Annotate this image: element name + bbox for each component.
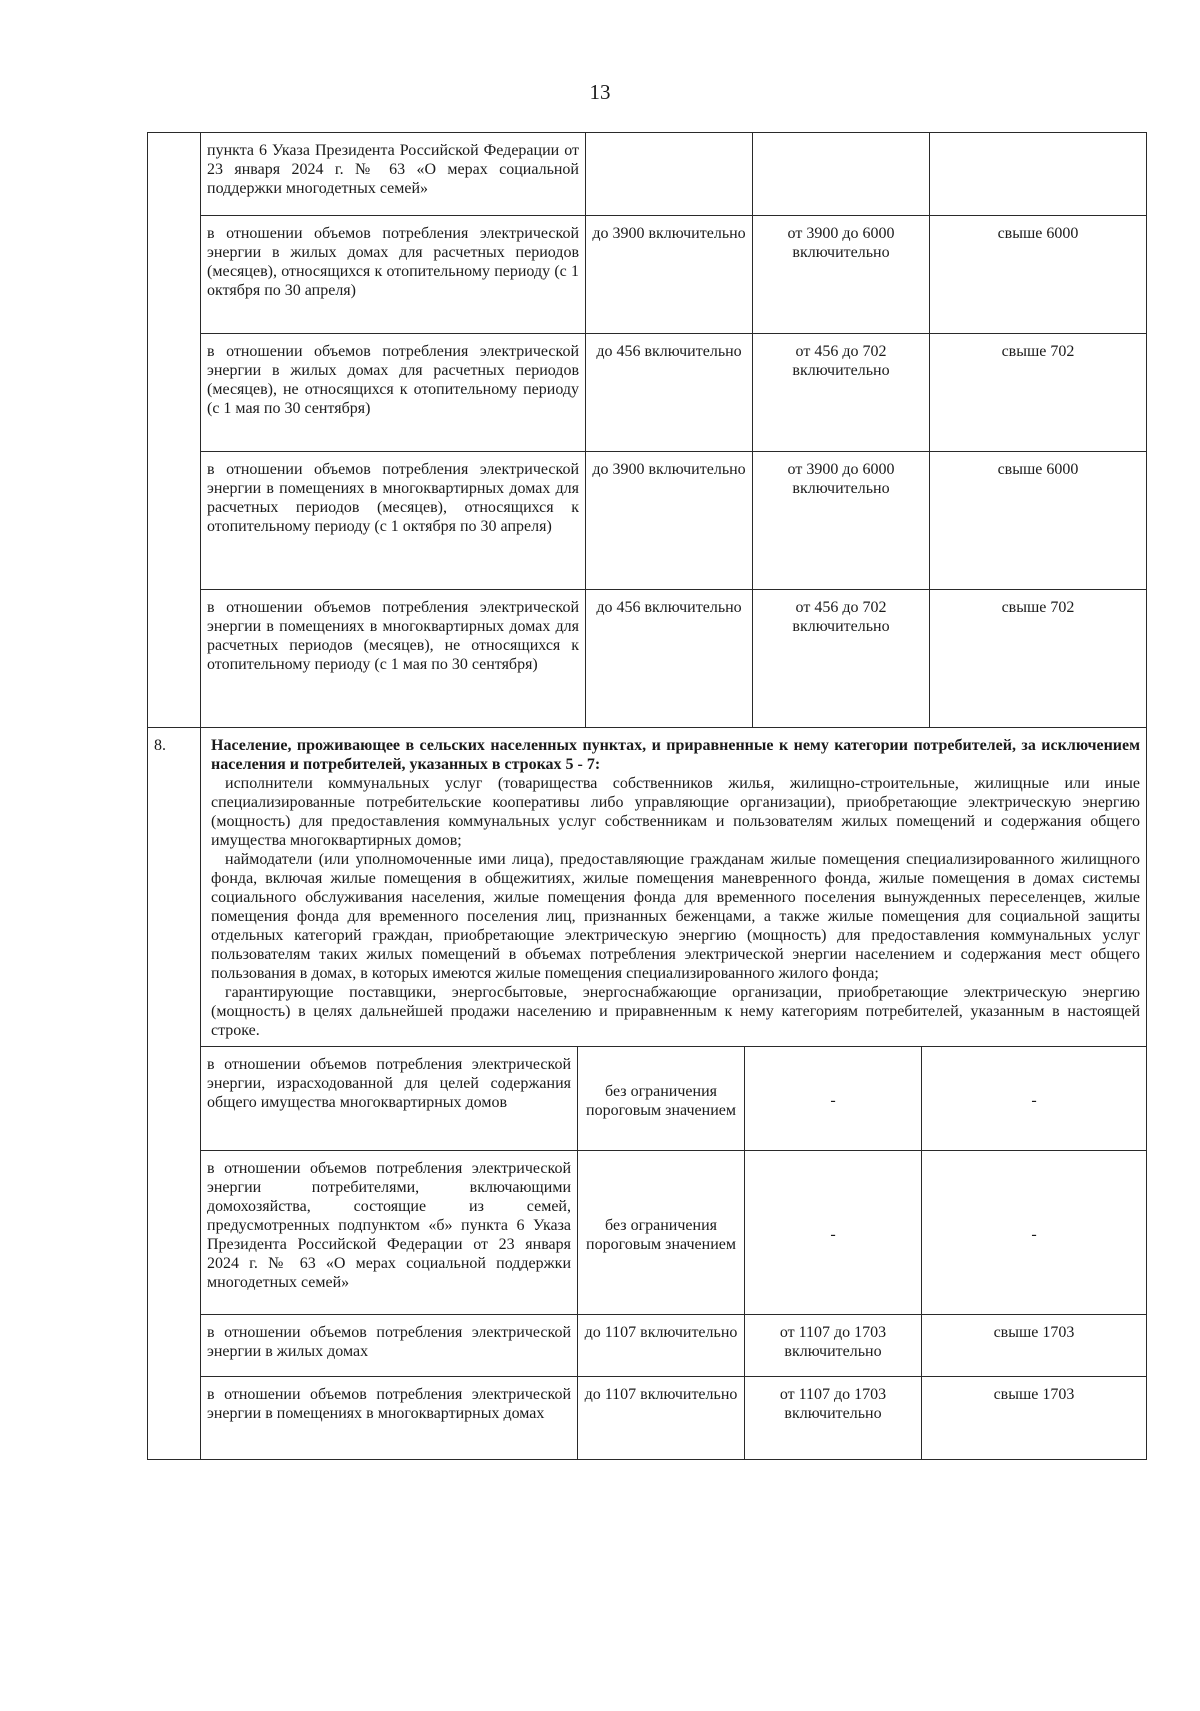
row-description: в отношении объемов потребления электрической энергии в жилых домах xyxy=(201,1315,578,1377)
threshold-second: от 456 до 702 включительно xyxy=(753,589,930,727)
threshold-first xyxy=(586,133,753,215)
row-description: в отношении объемов потребления электрической энергии в помещениях в многоквартирных домах для расчетных периодов (месяцев), относящихся к отопительному периоду (с 1 октября по 30 апреля) xyxy=(201,451,586,589)
threshold-second: от 3900 до 6000 включительно xyxy=(753,215,930,333)
row-description: в отношении объемов потребления электрической энергии в жилых домах для расчетных периодов (месяцев), не относящихся к отопительному периоду (с 1 мая по 30 сентября) xyxy=(201,333,586,451)
threshold-second: от 456 до 702 включительно xyxy=(753,333,930,451)
threshold-first: до 3900 включительно xyxy=(586,451,753,589)
threshold-third: - xyxy=(922,1047,1147,1151)
threshold-first: до 1107 включительно xyxy=(578,1315,745,1377)
threshold-first: до 3900 включительно xyxy=(586,215,753,333)
table-row xyxy=(201,333,1146,451)
page-number: 13 xyxy=(589,80,611,104)
section-8-paragraph: гарантирующие поставщики, энергосбытовые, энергоснабжающие организации, приобретающие электрическую энергию (мощность) в целях дальнейшей продажи населению и приравненным к нему категориям потребителей, указанным в настоящей строке. xyxy=(211,984,1140,1039)
threshold-second xyxy=(753,133,930,215)
row-number: 8. xyxy=(148,728,201,1460)
threshold-second: от 1107 до 1703 включительно xyxy=(745,1377,922,1459)
threshold-third: - xyxy=(922,1151,1147,1315)
threshold-third: свыше 1703 xyxy=(922,1377,1147,1459)
subrows-container xyxy=(201,133,1147,728)
row-description: в отношении объемов потребления электрической энергии потребителями, включающими домохозяйства, состоящие из семей, предусмотренных подпунктом «б» пункта 6 Указа Президента Российской Федерации от 23 января 2024 г. № 63 «О мерах социальной поддержки многодетных семей» xyxy=(201,1151,578,1315)
threshold-second: - xyxy=(745,1047,922,1151)
threshold-third: свыше 6000 xyxy=(930,451,1147,589)
threshold-second: - xyxy=(745,1151,922,1315)
table-row xyxy=(201,451,1146,589)
section-8-heading: Население, проживающее в сельских населенных пунктах, и приравненные к нему категории потребителей, за исключением населения и потребителей, указанных в строках 5 - 7: xyxy=(211,737,1140,773)
table-row xyxy=(201,589,1146,727)
table-row xyxy=(201,1151,1146,1315)
threshold-third: свыше 6000 xyxy=(930,215,1147,333)
row-description: в отношении объемов потребления электрической энергии в помещениях в многоквартирных домах для расчетных периодов (месяцев), не относящихся к отопительному периоду (с 1 мая по 30 сентября) xyxy=(201,589,586,727)
table-row-section-8 xyxy=(148,728,1147,1460)
table-row xyxy=(201,1047,1146,1151)
section-8-subrows xyxy=(201,1046,1146,1459)
threshold-first: без ограничения пороговым значением xyxy=(578,1047,745,1151)
row-description: в отношении объемов потребления электрической энергии в жилых домах для расчетных периодов (месяцев), относящихся к отопительному периоду (с 1 октября по 30 апреля) xyxy=(201,215,586,333)
table-row xyxy=(201,1315,1146,1377)
threshold-third: свыше 1703 xyxy=(922,1315,1147,1377)
table-row-continuation xyxy=(148,133,1147,728)
section-8-paragraph: исполнители коммунальных услуг (товарищества собственников жилья, жилищно-строительные, жилищные или иные специализированные потребительские кооперативы либо управляющие организации), приобретающие электрическую энергию (мощность) для предоставления коммунальных услуг собственникам и пользователям жилых помещений и содержания общего имущества многоквартирных домов; xyxy=(211,775,1140,849)
threshold-first: без ограничения пороговым значением xyxy=(578,1151,745,1315)
row-number-cell xyxy=(148,133,201,728)
row-description: в отношении объемов потребления электрической энергии в помещениях в многоквартирных домах xyxy=(201,1377,578,1459)
table-row xyxy=(201,133,1146,215)
subrows-table xyxy=(201,133,1146,727)
threshold-first: до 456 включительно xyxy=(586,333,753,451)
row-description: пункта 6 Указа Президента Российской Федерации от 23 января 2024 г. № 63 «О мерах социальной поддержки многодетных семей» xyxy=(201,133,586,215)
threshold-first: до 1107 включительно xyxy=(578,1377,745,1459)
threshold-third xyxy=(930,133,1147,215)
tariff-table xyxy=(147,132,1147,1460)
section-8-container xyxy=(201,728,1147,1460)
table-row xyxy=(201,215,1146,333)
threshold-second: от 1107 до 1703 включительно xyxy=(745,1315,922,1377)
threshold-first: до 456 включительно xyxy=(586,589,753,727)
section-8-text xyxy=(201,728,1146,1046)
threshold-third: свыше 702 xyxy=(930,333,1147,451)
table-row xyxy=(201,1377,1146,1459)
section-8-paragraph: наймодатели (или уполномоченные ими лица), предоставляющие гражданам жилые помещения специализированного жилищного фонда, включая жилые помещения в общежитиях, жилые помещения маневренного фонда, жилые помещения в домах системы социального обслуживания населения, жилые помещения фонда для временного поселения вынужденных переселенцев, жилые помещения фонда для временного поселения лиц, признанных беженцами, а также жилые помещения для социальной защиты отдельных категорий граждан, приобретающие электрическую энергию (мощность) для предоставления коммунальных услуг пользователям таких жилых помещений в объемах потребления электрической энергии населением и содержания мест общего пользования в домах, в которых имеются жилые помещения специализированного жилого фонда; xyxy=(211,851,1140,982)
row-description: в отношении объемов потребления электрической энергии, израсходованной для целей содержания общего имущества многоквартирных домов xyxy=(201,1047,578,1151)
threshold-third: свыше 702 xyxy=(930,589,1147,727)
threshold-second: от 3900 до 6000 включительно xyxy=(753,451,930,589)
